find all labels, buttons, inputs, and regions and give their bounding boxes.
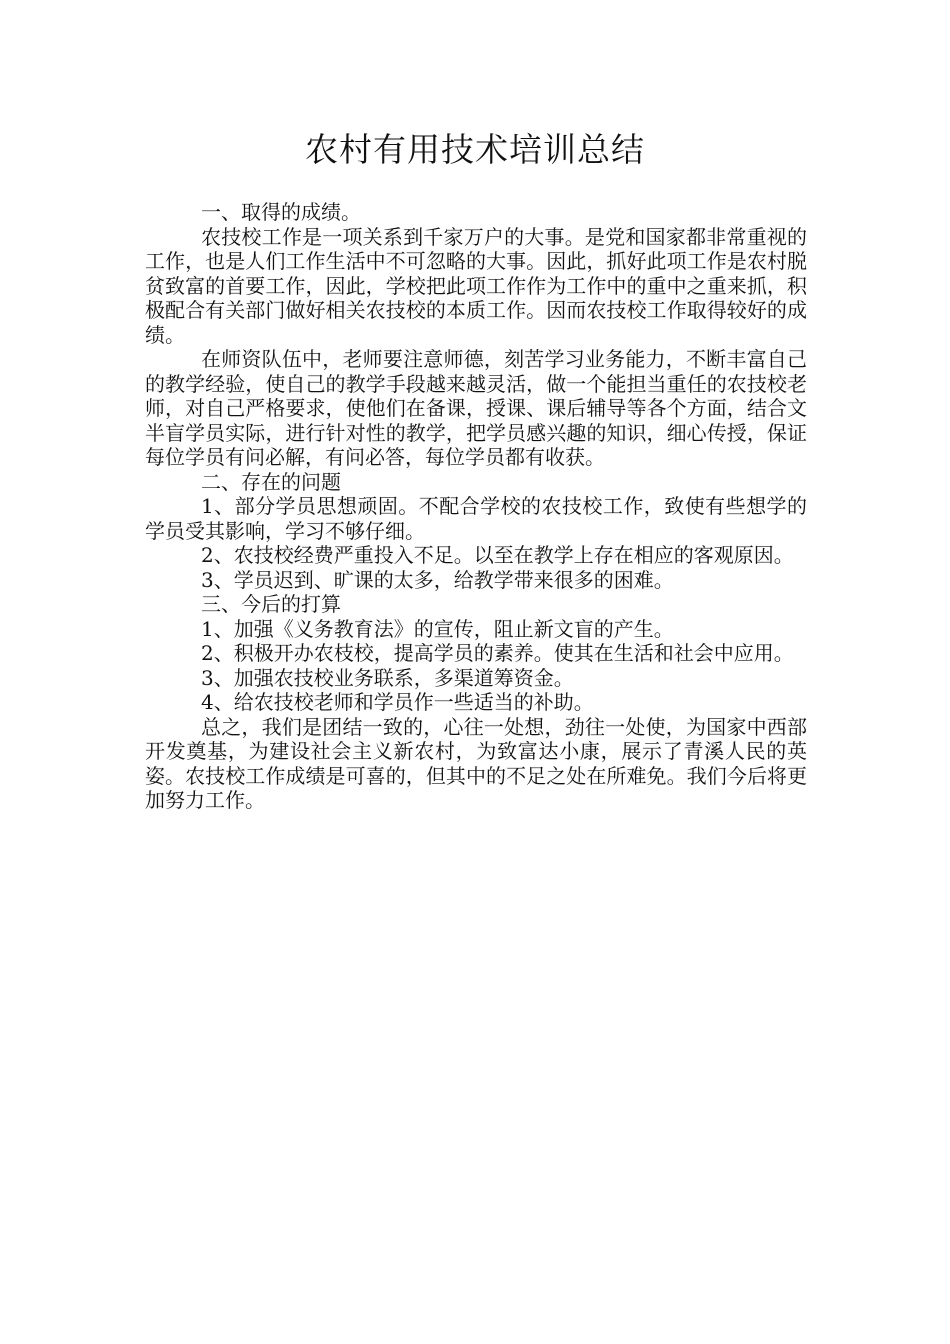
section-heading-problems: 二、存在的问题: [201, 469, 341, 494]
document-title: 农村有用技术培训总结: [305, 130, 645, 169]
body-paragraph: 在师资队伍中，老师要注意师德，刻苦学习业务能力，不断丰富自己的教学经验，使自己的教学手段越来越灵活，做一个能担当重任的农技校老师，对自己严格要求，使他们在备课，授课、课后辅导等各个方面，结合文半盲学员实际，进行针对性的教学，把学员感兴趣的知识，细心传授，保证每位学员有问必解，有问必答，每位学员都有收获。: [145, 347, 807, 469]
list-item: 2、积极开办农枝校，提高学员的素养。使其在生活和社会中应用。: [201, 641, 794, 665]
section-heading-plans: 三、今后的打算: [201, 592, 341, 616]
conclusion-paragraph: 总之，我们是团结一致的，心往一处想，劲往一处使，为国家中西部开发奠基，为建设社会主义新农村，为致富达小康，展示了青溪人民的英姿。农技校工作成绩是可喜的，但其中的不足之处在所难免。我们今后将更加努力工作。: [145, 714, 807, 812]
list-item: 1、加强《义务教育法》的宣传，阻止新文盲的产生。: [201, 616, 674, 641]
section-heading-achievements: 一、取得的成绩。: [201, 200, 361, 224]
list-item: 3、加强农技校业务联系，多渠道筹资金。: [201, 665, 574, 690]
body-paragraph: 农技校工作是一项关系到千家万户的大事。是党和国家都非常重视的工作，也是人们工作生活中不可忽略的大事。因此，抓好此项工作是农村脱贫致富的首要工作，因此，学校把此项工作作为工作中的重中之重来抓，积极配合有关部门做好相关农技校的本质工作。因而农技校工作取得较好的成绩。: [145, 224, 807, 347]
list-item: 2、农技校经费严重投入不足。以至在教学上存在相应的客观原因。: [201, 543, 794, 567]
list-item: 3、学员迟到、旷课的太多，给教学带来很多的困难。: [201, 567, 674, 592]
list-item: 1、部分学员思想顽固。不配合学校的农技校工作，致使有些想学的学员受其影响，学习不够仔细。: [145, 494, 807, 543]
document-body: [145, 200, 807, 813]
list-item: 4、给农技校老师和学员作一些适当的补助。: [201, 690, 594, 714]
